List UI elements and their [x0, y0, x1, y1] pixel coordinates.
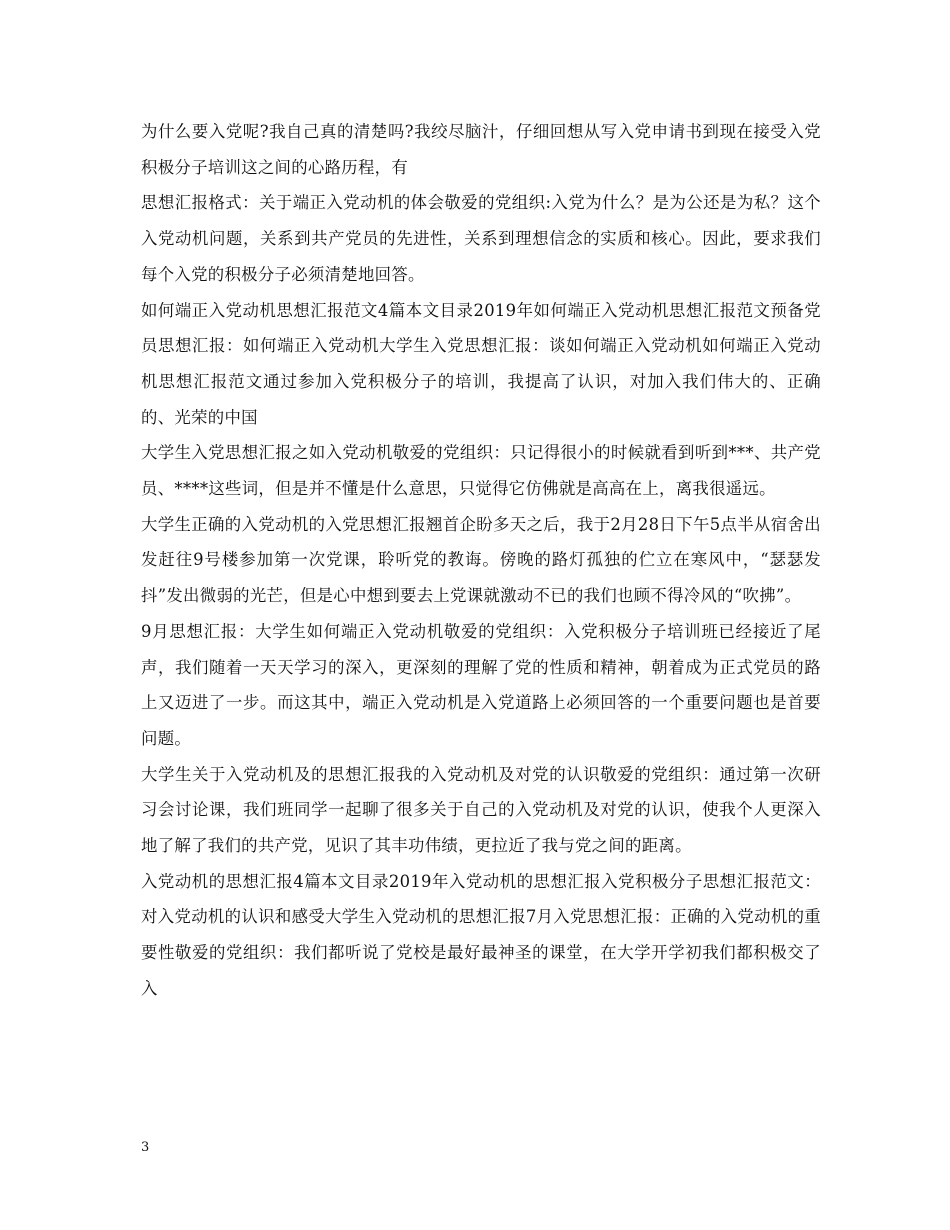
paragraph-8: 入党动机的思想汇报4篇本文目录2019年入党动机的思想汇报入党积极分子思想汇报范文：对入党动机的认识和感受大学生入党动机的思想汇报7月入党思想汇报：正确的入党动机的重要性敬爱的党组织：我们都听说了党校是最好最神圣的课堂，在大学开学初我们都积极交了入 — [141, 871, 821, 998]
document-body — [141, 114, 821, 1007]
paragraph-5: 大学生正确的入党动机的入党思想汇报翘首企盼多天之后，我于2月28日下午5点半从宿舍出发赶往9号楼参加第一次党课，聆听党的教诲。傍晚的路灯孤独的伫立在寒风中，“瑟瑟发抖”发出微弱的光芒，但是心中想到要去上党课就激动不已的我们也顾不得冷风的“吹拂”。 — [141, 514, 821, 606]
paragraph-4: 大学生入党思想汇报之如入党动机敬爱的党组织：只记得很小的时候就看到听到***、共产党员、****这些词，但是并不懂是什么意思，只觉得它仿佛就是高高在上，离我很遥远。 — [141, 443, 821, 499]
page-number: 3 — [141, 1140, 150, 1155]
paragraph-6: 9月思想汇报：大学生如何端正入党动机敬爱的党组织：入党积极分子培训班已经接近了尾声，我们随着一天天学习的深入，更深刻的理解了党的性质和精神，朝着成为正式党员的路上又迈进了一步。而这其中，端正入党动机是入党道路上必须回答的一个重要问题也是首要问题。 — [141, 621, 821, 748]
paragraph-1: 为什么要入党呢?我自己真的清楚吗?我绞尽脑汁，仔细回想从写入党申请书到现在接受入党积极分子培训这之间的心路历程，有 — [141, 122, 821, 177]
paragraph-3: 如何端正入党动机思想汇报范文4篇本文目录2019年如何端正入党动机思想汇报范文预备党员思想汇报：如何端正入党动机大学生入党思想汇报：谈如何端正入党动机如何端正入党动机思想汇报范文通过参加入党积极分子的培训，我提高了认识，对加入我们伟大的、正确的、光荣的中国 — [141, 300, 821, 427]
paragraph-2: 思想汇报格式：关于端正入党动机的体会敬爱的党组织:入党为什么？是为公还是为私？这个入党动机问题，关系到共产党员的先进性，关系到理想信念的实质和核心。因此，要求我们每个入党的积极分子必须清楚地回答。 — [141, 193, 821, 284]
paragraph-7: 大学生关于入党动机及的思想汇报我的入党动机及对党的认识敬爱的党组织：通过第一次研习会讨论课，我们班同学一起聊了很多关于自己的入党动机及对党的认识，使我个人更深入地了解了我们的共产党，见识了其丰功伟绩，更拉近了我与党之间的距离。 — [141, 764, 821, 856]
